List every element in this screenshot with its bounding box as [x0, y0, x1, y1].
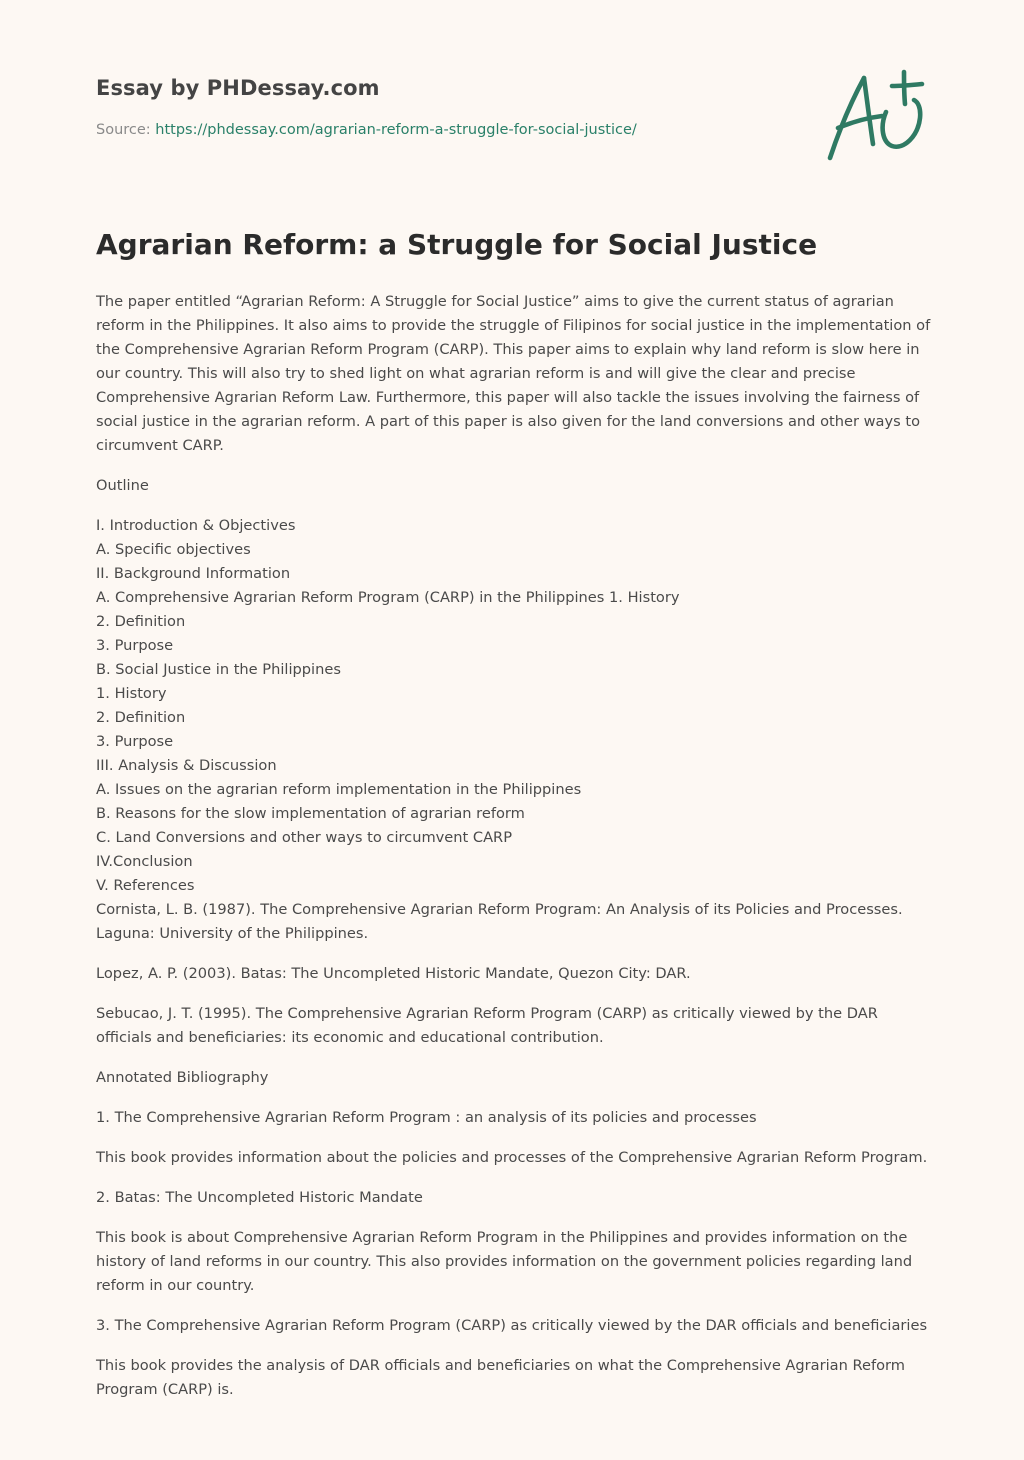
outline-item: III. Analysis & Discussion [96, 757, 277, 774]
essay-content [96, 226, 932, 1418]
outline-item: C. Land Conversions and other ways to circumvent CARP [96, 829, 513, 846]
annotated-item-title: 3. The Comprehensive Agrarian Reform Program (CARP) as critically viewed by the DAR officials and beneficiaries [96, 1317, 928, 1334]
intro-paragraph: The paper entitled “Agrarian Reform: A Struggle for Social Justice” aims to give the current status of agrarian reform in the Philippines. It also aims to provide the struggle of Filipinos for social justice in the implementation of the Comprehensive Agrarian Reform Program (CARP). This paper aims to explain why land reform is slow here in our country. This will also try to shed light on what agrarian reform is and will give the clear and precise Comprehensive Agrarian Reform Law. Furthermore, this paper will also tackle the issues involving the fairness of social justice in the agrarian reform. A part of this paper is also given for the land conversions and other ways to circumvent CARP. [96, 293, 931, 454]
annotated-item-title: 2. Batas: The Uncompleted Historic Mandate [96, 1189, 423, 1206]
outline-item: 1. History [96, 685, 167, 702]
outline-list [96, 514, 932, 946]
annotated-item-desc: This book provides the analysis of DAR officials and beneficiaries on what the Comprehensive Agrarian Reform Program (CARP) is. [96, 1357, 905, 1398]
page-header [96, 76, 928, 138]
outline-item: A. Specific objectives [96, 541, 251, 558]
outline-item: A. Issues on the agrarian reform implementation in the Philippines [96, 781, 582, 798]
reference-sebucao: Sebucao, J. T. (1995). The Comprehensive Agrarian Reform Program (CARP) as critically viewed by the DAR officials and beneficiaries: its economic and educational contribution. [96, 1005, 878, 1046]
brand-title: Essay by PHDessay.com [96, 76, 380, 100]
essay-title: Agrarian Reform: a Struggle for Social Justice [96, 228, 818, 261]
outline-item: Cornista, L. B. (1987). The Comprehensive Agrarian Reform Program: An Analysis of its Policies and Processes. Laguna: University of the Philippines. [96, 901, 903, 942]
outline-item: 3. Purpose [96, 733, 174, 750]
source-link[interactable]: https://phdessay.com/agrarian-reform-a-struggle-for-social-justice/ [155, 122, 637, 138]
annotated-item-desc: This book provides information about the policies and processes of the Comprehensive Agrarian Reform Program. [96, 1149, 928, 1166]
annotated-item-title: 1. The Comprehensive Agrarian Reform Program : an analysis of its policies and processes [96, 1109, 757, 1126]
outline-item: 2. Definition [96, 709, 186, 726]
annotated-heading: Annotated Bibliography [96, 1069, 269, 1086]
outline-item: IV.Conclusion [96, 853, 193, 870]
outline-item: B. Social Justice in the Philippines [96, 661, 341, 678]
outline-heading: Outline [96, 477, 149, 494]
outline-item: A. Comprehensive Agrarian Reform Program (CARP) in the Philippines 1. History [96, 589, 680, 606]
outline-item: B. Reasons for the slow implementation of agrarian reform [96, 805, 525, 822]
outline-item: 3. Purpose [96, 637, 174, 654]
outline-item: V. References [96, 877, 195, 894]
outline-item: 2. Definition [96, 613, 186, 630]
source-line [96, 122, 928, 138]
reference-lopez: Lopez, A. P. (2003). Batas: The Uncompleted Historic Mandate, Quezon City: DAR. [96, 965, 691, 982]
outline-item: II. Background Information [96, 565, 291, 582]
a-plus-logo-icon [818, 66, 930, 168]
source-label: Source: [96, 122, 156, 138]
outline-item: I. Introduction & Objectives [96, 517, 296, 534]
annotated-item-desc: This book is about Comprehensive Agrarian Reform Program in the Philippines and provides information on the history of land reforms in our country. This also provides information on the government policies regarding land reform in our country. [96, 1229, 913, 1294]
